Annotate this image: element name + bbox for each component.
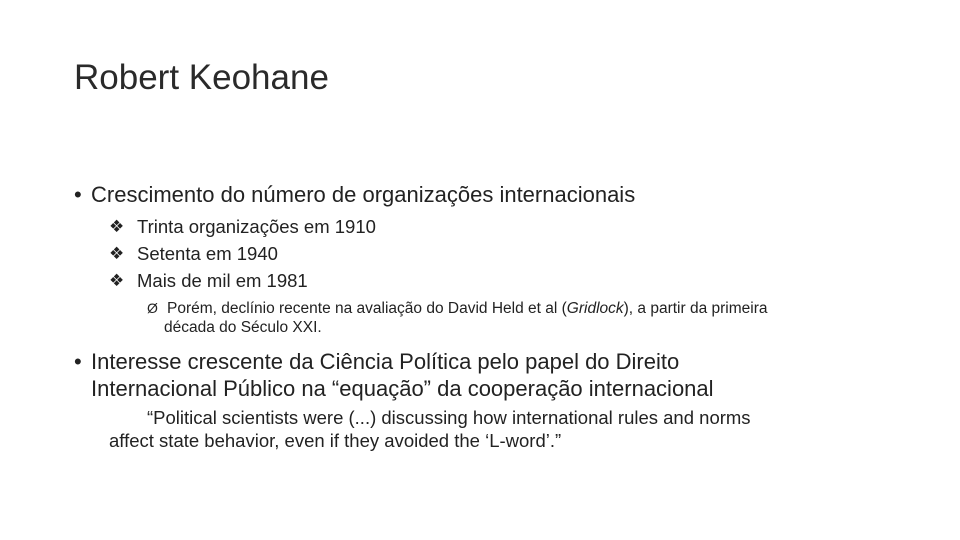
bullet-text: Crescimento do número de organizações internacionais xyxy=(91,182,636,207)
italic-title: Gridlock xyxy=(566,300,624,317)
sub-bullet-text: Mais de mil em 1981 xyxy=(137,270,308,291)
diamond-bullet-icon: ❖ xyxy=(109,244,125,263)
sub-bullet-text: Setenta em 1940 xyxy=(137,243,278,264)
sub-sub-bullet-continuation: década do Século XXI. xyxy=(164,319,322,336)
text-segment: ), a partir da primeira xyxy=(623,300,768,317)
bullet-marker: • xyxy=(74,349,82,374)
sub-sub-bullet-text xyxy=(167,299,768,318)
sub-bullet-text: Trinta organizações em 1910 xyxy=(137,216,376,237)
bullet-text-line2: Internacional Público na “equação” da cooperação internacional xyxy=(91,376,714,401)
diamond-bullet-icon: ❖ xyxy=(109,217,125,236)
diamond-bullet-icon: ❖ xyxy=(109,271,125,290)
arrow-bullet-icon: Ø xyxy=(147,300,158,316)
slide-title: Robert Keohane xyxy=(74,58,329,97)
bullet-marker: • xyxy=(74,182,82,207)
text-segment: Porém, declínio recente na avaliação do David Held et al ( xyxy=(167,300,567,317)
quote-line-1: “Political scientists were (...) discussing how international rules and norms xyxy=(147,407,751,428)
quote-line-2: affect state behavior, even if they avoided the ‘L-word’.” xyxy=(109,430,562,451)
bullet-text: Interesse crescente da Ciência Política pelo papel do Direito xyxy=(91,349,680,374)
